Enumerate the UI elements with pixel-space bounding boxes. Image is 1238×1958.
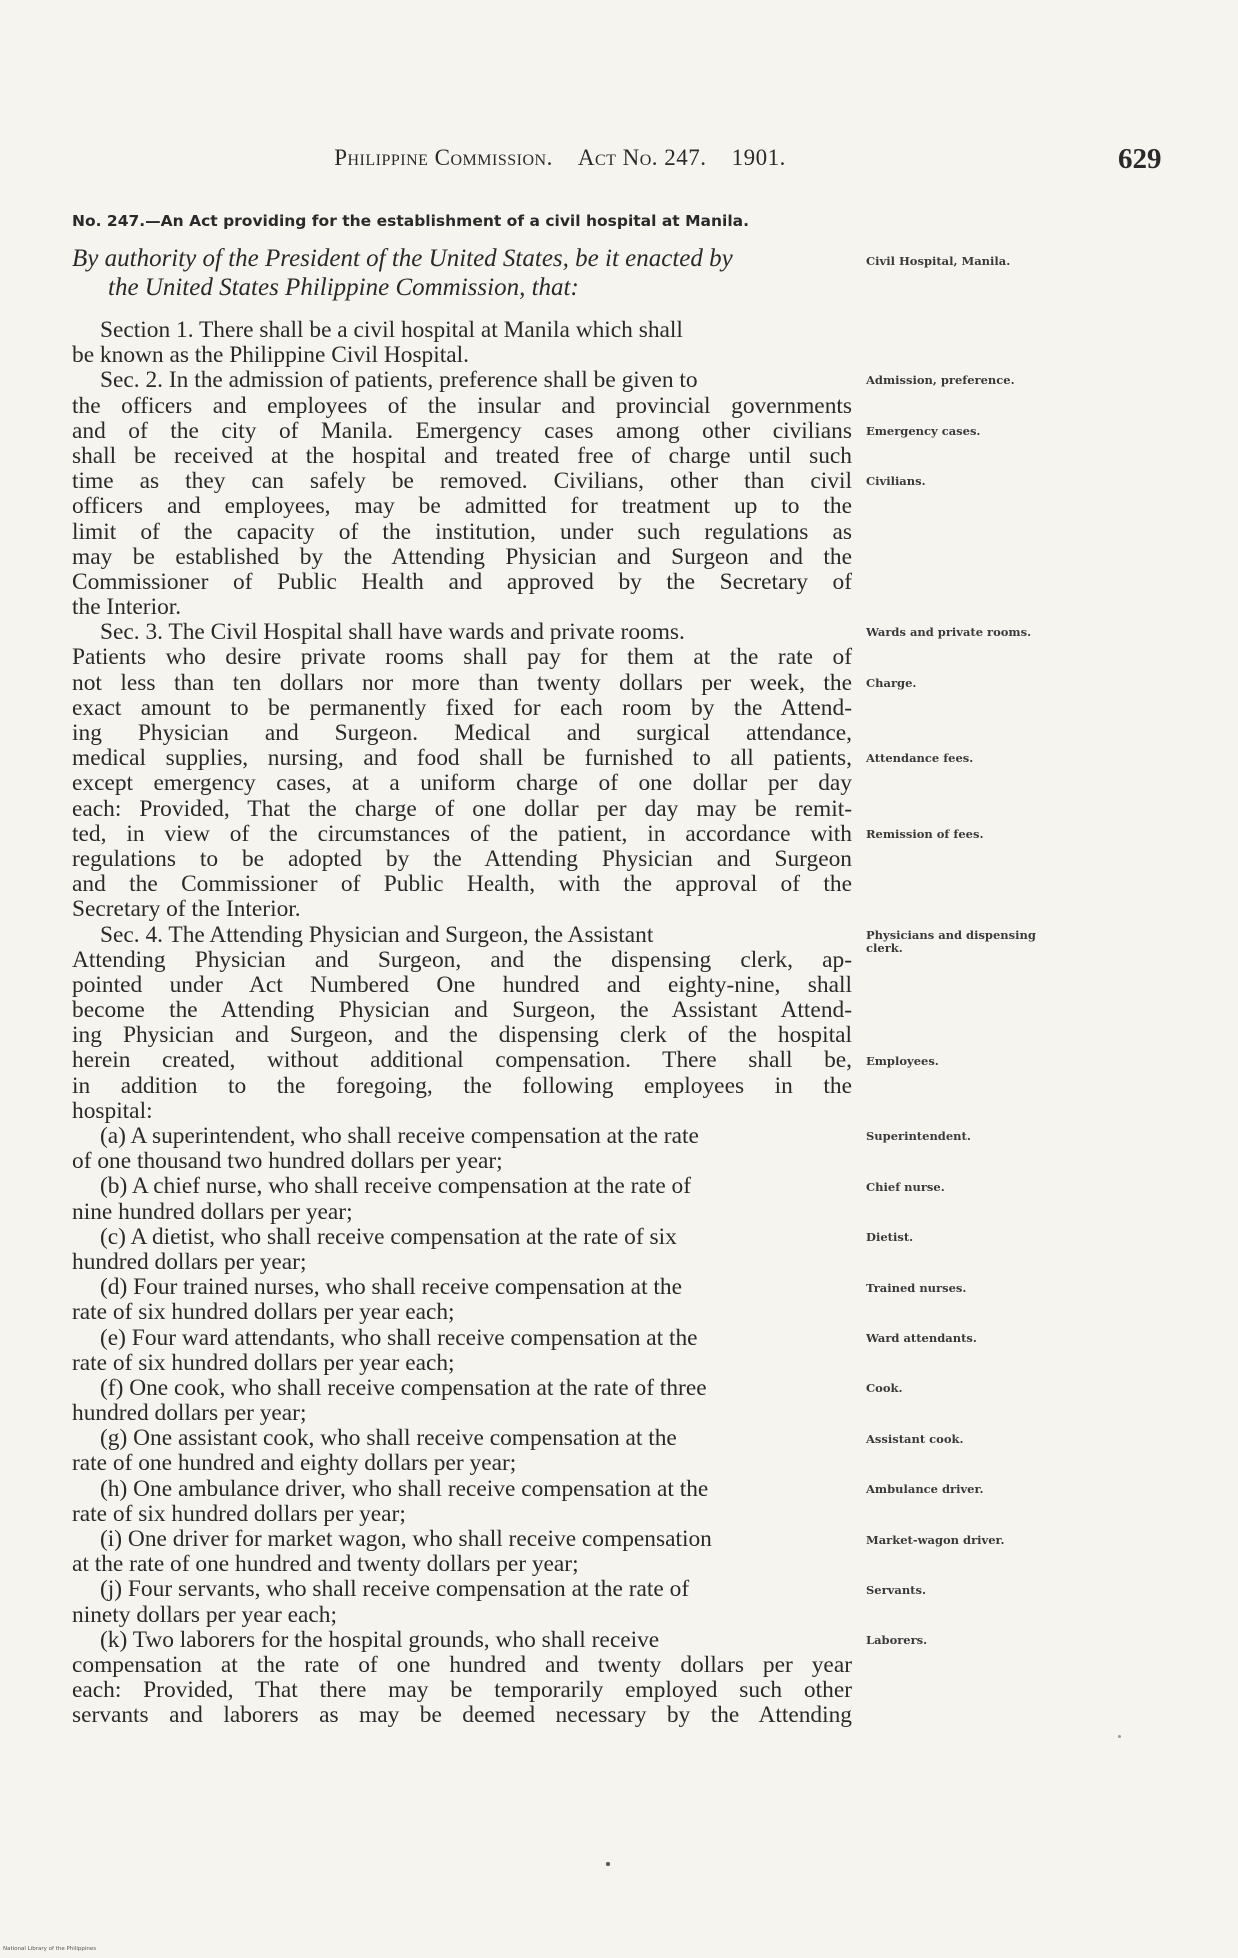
- act-heading: No. 247.—An Act providing for the establishment of a civil hospital at Manila.: [72, 212, 750, 230]
- body-line: may be established by the Attending Physician and Surgeon and the: [72, 543, 852, 570]
- margin-note: Chief nurse.: [866, 1179, 945, 1194]
- body-line: hospital:: [72, 1097, 153, 1124]
- body-line: except emergency cases, at a uniform charge of one dollar per day: [72, 770, 852, 797]
- print-speck: [1118, 1735, 1121, 1738]
- body-line: hundred dollars per year;: [72, 1248, 307, 1275]
- body-line: Sec. 2. In the admission of patients, preference shall be given to: [100, 367, 698, 394]
- margin-note: Civil Hospital, Manila.: [866, 254, 1011, 268]
- margin-note: Admission, preference.: [866, 373, 1015, 388]
- body-line: regulations to be adopted by the Attending Physician and Surgeon: [72, 845, 852, 872]
- margin-note: Ambulance driver.: [866, 1482, 984, 1497]
- body-line: each: Provided, That the charge of one dollar per day may be remit-: [72, 795, 852, 822]
- body-line: medical supplies, nursing, and food shall be furnished to all patients,: [72, 745, 852, 772]
- margin-note: Superintendent.: [866, 1129, 971, 1144]
- margin-note: Charge.: [866, 675, 917, 690]
- body-line: each: Provided, That there may be temporarily employed such other: [72, 1677, 852, 1704]
- margin-note: Employees.: [866, 1053, 939, 1068]
- body-line: (h) One ambulance driver, who shall receive compensation at the: [100, 1475, 709, 1502]
- body-line: herein created, without additional compensation. There shall be,: [72, 1047, 852, 1074]
- body-line: (e) Four ward attendants, who shall receive compensation at the: [100, 1324, 698, 1351]
- running-head-act: Act No. 247.: [577, 145, 707, 170]
- body-line: ninety dollars per year each;: [72, 1601, 337, 1628]
- body-line: at the rate of one hundred and twenty dollars per year;: [72, 1551, 579, 1578]
- body-line: officers and employees, may be admitted for treatment up to the: [72, 493, 852, 520]
- body-line: shall be received at the hospital and treated free of charge until such: [72, 442, 852, 469]
- body-line: exact amount to be permanently fixed for each room by the Attend-: [72, 694, 852, 721]
- margin-note: Dietist.: [866, 1230, 914, 1245]
- body-line: (c) A dietist, who shall receive compensation at the rate of six: [100, 1223, 677, 1250]
- body-line: become the Attending Physician and Surgeon, the Assistant Attend-: [72, 997, 852, 1024]
- body-line: the Interior.: [72, 594, 182, 621]
- body-line: (g) One assistant cook, who shall receive compensation at the: [100, 1425, 677, 1452]
- body-line: ing Physician and Surgeon. Medical and surgical attendance,: [72, 720, 852, 746]
- margin-note: Emergency cases.: [866, 423, 981, 438]
- margin-note: Cook.: [866, 1381, 903, 1396]
- body-line: (a) A superintendent, who shall receive compensation at the rate: [100, 1123, 699, 1149]
- body-line: Section 1. There shall be a civil hospital at Manila which shall: [100, 317, 683, 343]
- page-number: 629: [1118, 143, 1162, 175]
- body-text: [72, 318, 852, 1729]
- body-line: (b) A chief nurse, who shall receive compensation at the rate of: [100, 1173, 692, 1200]
- margin-note: Assistant cook.: [866, 1431, 964, 1446]
- body-line: (k) Two laborers for the hospital grounds, who shall receive: [100, 1626, 660, 1653]
- footer-credit: National Library of the Philippines: [3, 1946, 97, 1952]
- body-line: nine hundred dollars per year;: [72, 1198, 353, 1225]
- body-line: be known as the Philippine Civil Hospital.: [72, 342, 469, 369]
- body-line: limit of the capacity of the institution, under such regulations as: [72, 518, 852, 545]
- margin-note: Laborers.: [866, 1633, 928, 1648]
- body-line: (i) One driver for market wagon, who shall receive compensation: [100, 1526, 712, 1552]
- body-line: of one thousand two hundred dollars per year;: [72, 1148, 503, 1175]
- body-line: and the Commissioner of Public Health, with the approval of the: [72, 871, 852, 898]
- running-head-year: 1901.: [731, 145, 786, 170]
- enacting-line-1: By authority of the President of the United States, be it enacted by: [72, 245, 733, 272]
- body-line: rate of six hundred dollars per year;: [72, 1500, 406, 1527]
- body-line: Commissioner of Public Health and approved by the Secretary of: [72, 568, 852, 595]
- print-speck: [606, 1862, 610, 1866]
- margin-note: Attendance fees.: [866, 751, 974, 766]
- margin-note: Wards and private rooms.: [866, 625, 1032, 640]
- margin-note: Physicians and dispensing clerk.: [866, 927, 1036, 955]
- running-head: [180, 145, 940, 171]
- body-line: (j) Four servants, who shall receive compensation at the rate of: [100, 1576, 690, 1603]
- enacting-line-2: the United States Philippine Commission, that:: [108, 274, 579, 301]
- body-line: (f) One cook, who shall receive compensation at the rate of three: [100, 1374, 707, 1401]
- body-line: rate of six hundred dollars per year each;: [72, 1349, 455, 1376]
- body-line: time as they can safely be removed. Civilians, other than civil: [72, 468, 852, 495]
- body-line: Patients who desire private rooms shall pay for them at the rate of: [72, 644, 852, 671]
- body-line: ing Physician and Surgeon, and the dispensing clerk of the hospital: [72, 1022, 852, 1049]
- margin-note: Remission of fees.: [866, 827, 984, 841]
- body-line: rate of one hundred and eighty dollars per year;: [72, 1450, 517, 1477]
- margin-note: Civilians.: [866, 474, 926, 489]
- body-line: (d) Four trained nurses, who shall receive compensation at the: [100, 1274, 682, 1301]
- margin-note: Servants.: [866, 1583, 926, 1597]
- running-head-commission: Philippine Commission.: [334, 145, 553, 170]
- body-line: Sec. 3. The Civil Hospital shall have wards and private rooms.: [100, 619, 685, 646]
- body-line: the officers and employees of the insular and provincial governments: [72, 392, 852, 419]
- body-line: not less than ten dollars nor more than twenty dollars per week, the: [72, 669, 852, 696]
- body-line: rate of six hundred dollars per year each;: [72, 1299, 455, 1326]
- enacting-clause: [72, 244, 852, 302]
- body-line: Sec. 4. The Attending Physician and Surgeon, the Assistant: [100, 921, 654, 948]
- body-line: pointed under Act Numbered One hundred and eighty-nine, shall: [72, 971, 852, 998]
- body-line: compensation at the rate of one hundred and twenty dollars per year: [72, 1651, 852, 1678]
- body-line: Attending Physician and Surgeon, and the dispensing clerk, ap-: [72, 946, 852, 973]
- margin-note: Market-wagon driver.: [866, 1532, 1005, 1547]
- body-line: ted, in view of the circumstances of the patient, in accordance with: [72, 820, 852, 847]
- body-line: hundred dollars per year;: [72, 1400, 307, 1427]
- body-line: in addition to the foregoing, the following employees in the: [72, 1072, 852, 1099]
- body-line: Secretary of the Interior.: [72, 896, 301, 923]
- body-line: and of the city of Manila. Emergency cases among other civilians: [72, 417, 852, 444]
- margin-note: Trained nurses.: [866, 1280, 967, 1295]
- margin-note: Ward attendants.: [866, 1331, 977, 1345]
- body-line: servants and laborers as may be deemed necessary by the Attending: [72, 1702, 852, 1729]
